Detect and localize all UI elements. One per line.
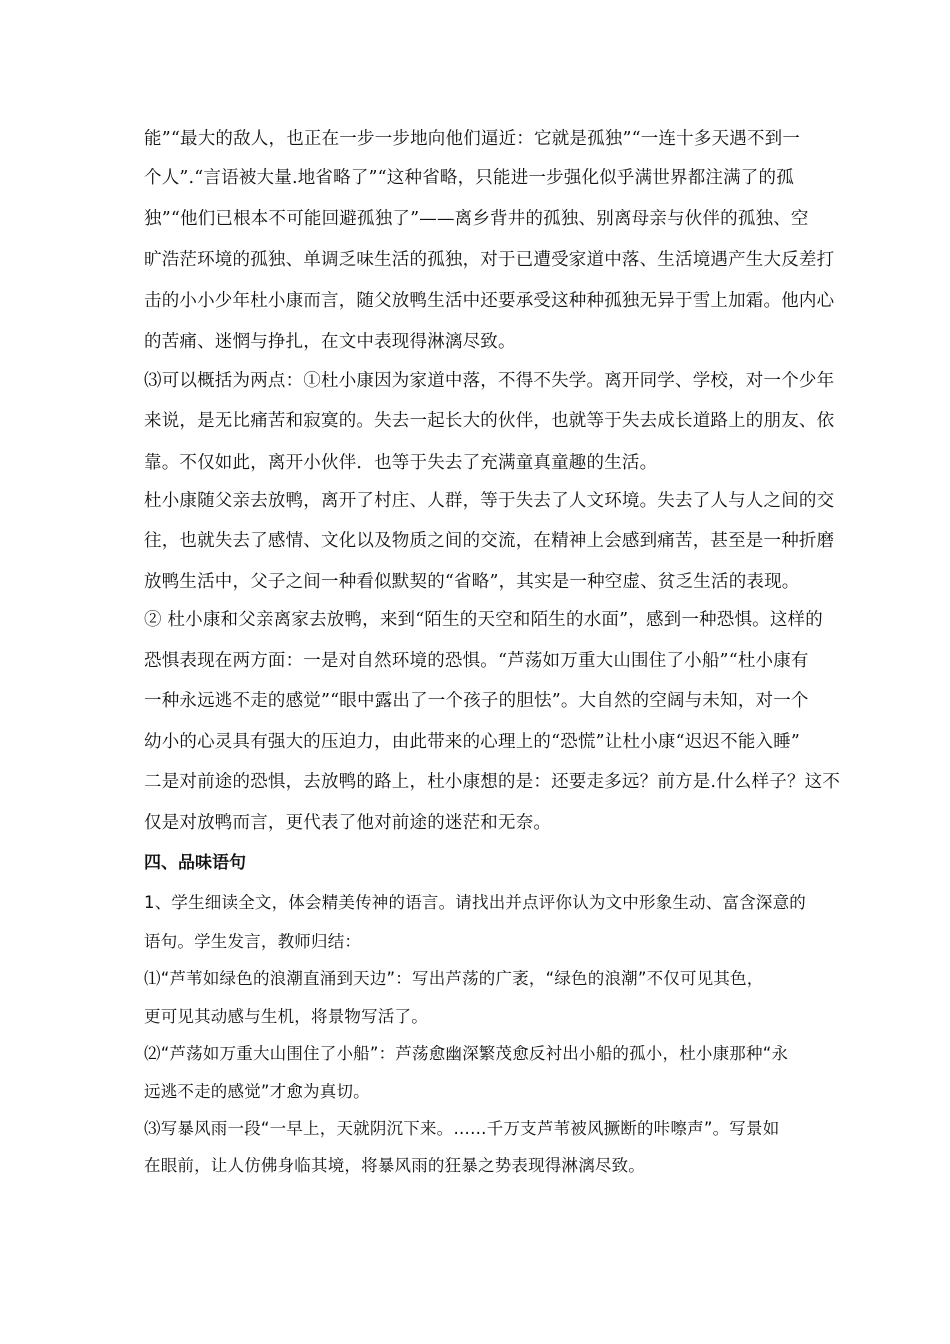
text-line: ⑵“芦荡如万重大山围住了小船”：芦荡愈幽深繁茂愈反衬出小船的孤小，杜小康那种“永 [144,1044,789,1063]
text-line: ⑶可以概括为两点：①杜小康因为家道中落，不得不失学。离开同学、学校，对一个少年 [144,371,835,391]
text-line: 击的小小少年杜小康而言，随父放鸭生活中还要承受这种种孤独无异于雪上加霜。他内心 [144,291,835,311]
text-line: 旷浩茫环境的孤独、单调乏味生活的孤独，对于已遭受家道中落、生活境遇产生大反差打 [144,250,835,270]
text-line: 1、学生细读全文，体会精美传神的语言。请找出并点评你认为文中形象生动、富含深意的 [144,893,806,912]
text-line: 杜小康随父亲去放鸭，离开了村庄、人群，等于失去了人文环境。失去了人与人之间的交 [144,491,835,511]
section-heading: 四、品味语句 [144,853,246,873]
text-line: 的苦痛、迷惘与挣扎，在文中表现得淋漓尽致。 [144,332,516,352]
text-line: 放鸭生活中，父子之间一种看似默契的“省略”，其实是一种空虚、贫乏生活的表现。 [144,572,800,592]
text-line: 能”“最大的敌人，也正在一步一步地向他们逼近：它就是孤独”“一连十多天遇不到一 [144,129,801,149]
text-line: 个人”.“言语被大量.地省略了”“这种省略，只能进一步强化似乎满世界都注满了的孤 [144,168,794,188]
text-line: ② 杜小康和父亲离家去放鸭，来到“陌生的天空和陌生的水面”，感到一种恐惧。这样的 [144,610,823,630]
text-line: 幼小的心灵具有强大的压迫力，由此带来的心理上的“恐慌”让杜小康“迟迟不能入睡” [144,732,801,752]
text-line: 独”“他们已根本不可能回避孤独了”——离乡背井的孤独、别离母亲与伙伴的孤独、空 [144,209,809,229]
text-line: 远逃不走的感觉”才愈为真切。 [144,1082,370,1101]
text-line: 一种永远逃不走的感觉”“眼中露出了一个孩子的胆怯”。大自然的空阔与未知，对一个 [144,691,809,711]
text-line: 恐惧表现在两方面：一是对自然环境的恐惧。“芦荡如万重大山围住了小船”“杜小康有 [144,651,809,671]
text-line: 语句。学生发言，教师归结： [144,932,362,951]
text-line: ⑶写暴风雨一段“一早上，天就阴沉下来。……千万支芦苇被风撅断的咔嚓声”。写景如 [144,1119,780,1138]
text-line: 往，也就失去了感情、文化以及物质之间的交流，在精神上会感到痛苦，甚至是一种折磨 [144,531,835,551]
text-line: ⑴“芦苇如绿色的浪潮直涌到天边”：写出芦荡的广袤，“绿色的浪潮”不仅可见其色， [144,969,764,988]
text-line: 更可见其动感与生机，将景物写活了。 [144,1007,428,1026]
text-line: 仅是对放鸭而言，更代表了他对前途的迷茫和无奈。 [144,813,552,833]
text-line: 二是对前途的恐惧，去放鸭的路上，杜小康想的是：还要走多远？前方是.什么样子？这不 [144,772,841,792]
text-line: 来说，是无比痛苦和寂寞的。失去一起长大的伙伴，也就等于失去成长道路上的朋友、依 [144,411,835,431]
text-line: 在眼前，让人仿佛身临其境，将暴风雨的狂暴之势表现得淋漓尽致。 [144,1156,645,1175]
text-line: 靠。不仅如此，离开小伙伴．也等于失去了充满童真童趣的生活。 [144,453,658,473]
